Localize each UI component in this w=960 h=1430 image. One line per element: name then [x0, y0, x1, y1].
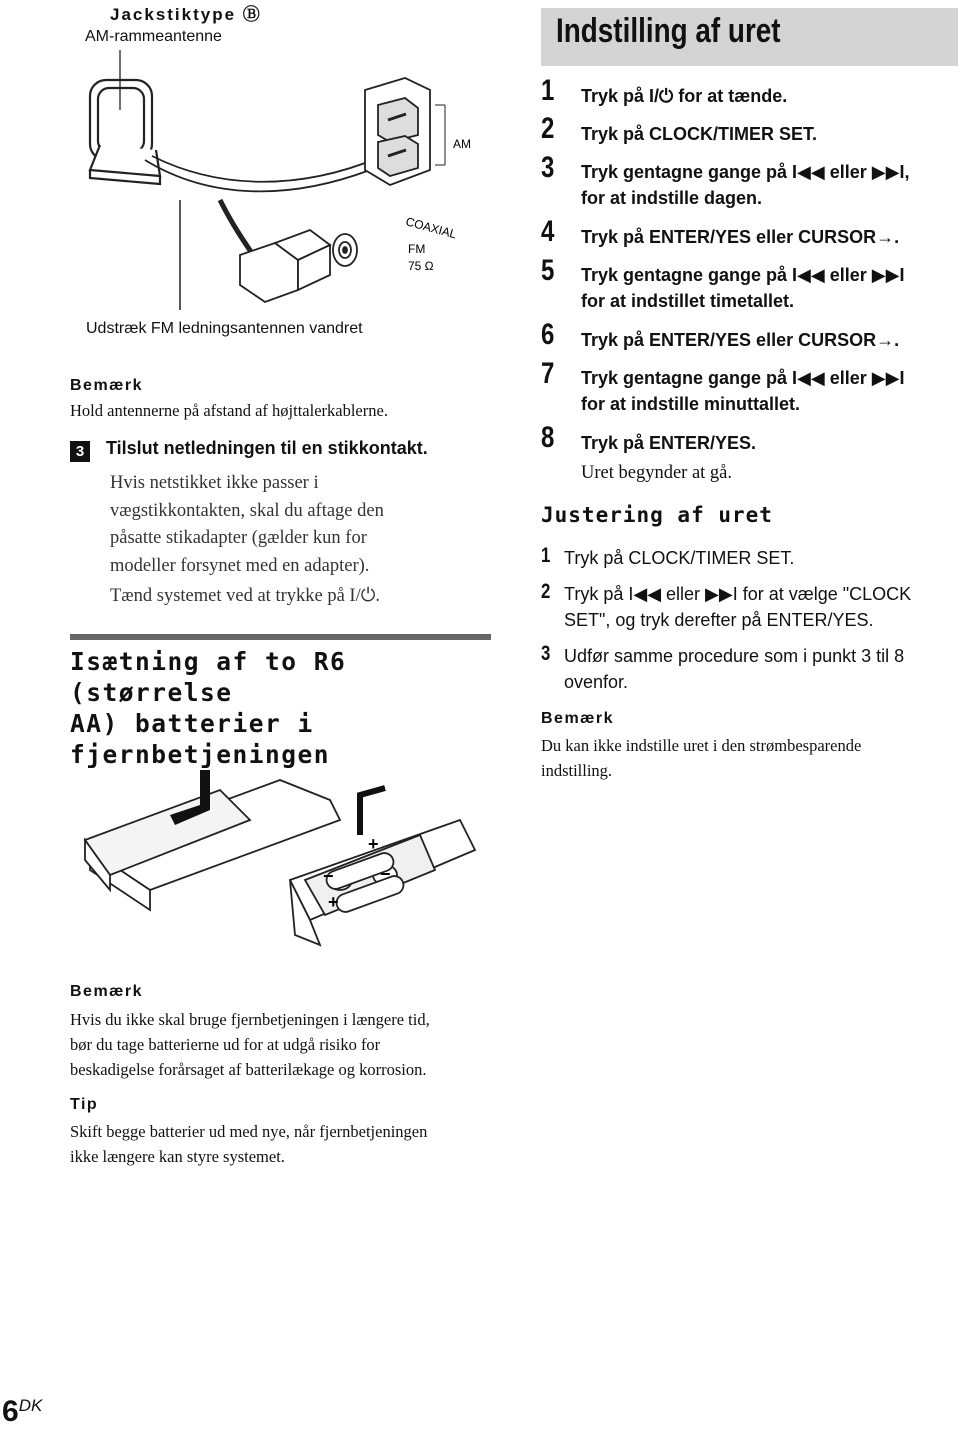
step-number: 3: [541, 151, 555, 184]
step-text: Tryk på ENTER/YES eller CURSOR→.: [581, 227, 900, 247]
step-number: 5: [541, 254, 555, 287]
note1-heading: Bemærk: [70, 377, 144, 394]
jack-type-label: Jackstiktype Ⓑ: [110, 5, 262, 24]
step-line: for at indstillet timetallet.: [581, 291, 795, 311]
section-title-line: Isætning af to R6 (størrelse: [70, 647, 347, 707]
clock-note-line: indstilling.: [541, 761, 613, 780]
step3-line: vægstikkontakten, skal du aftage den: [110, 500, 384, 521]
step3-line: påsatte stikadapter (gælder kun for: [110, 528, 367, 548]
ohm-tag: 75 Ω: [408, 259, 434, 273]
clock-note-heading: Bemærk: [541, 710, 615, 727]
step-line: for at indstille minuttallet.: [581, 394, 801, 414]
step-text: [581, 159, 909, 211]
clock-note-line: Du kan ikke indstille uret i den strømbesparende: [541, 736, 862, 755]
step3-number-box: 3: [70, 441, 90, 462]
tip-line: ikke længere kan styre systemet.: [70, 1147, 285, 1166]
battery-section-title: [70, 646, 490, 770]
step-number: 2: [541, 112, 555, 145]
step-text: Tryk på I/⏻ for at tænde.: [581, 86, 788, 106]
battery-arrow-icon: [360, 788, 385, 835]
adjust-step-line: Udfør samme procedure som i punkt 3 til 8: [564, 646, 905, 666]
step-text: Tryk på CLOCK/TIMER SET.: [581, 124, 818, 144]
step3-body: [110, 470, 500, 611]
fm-coax-plug-drawing: [240, 230, 357, 302]
adjust-step-number: 1: [541, 544, 551, 567]
coaxial-tag: COAXIAL: [404, 214, 459, 242]
am-wire: [145, 160, 370, 191]
adjust-step-number: 2: [541, 580, 551, 603]
am-terminal-drawing: [365, 78, 430, 185]
section-title-line: fjernbetjeningen: [70, 740, 331, 769]
step3-line: modeller forsynet med en adapter).: [110, 555, 370, 576]
am-antenna-label: AM-rammeantenne: [85, 28, 222, 45]
plus-sign-icon: +: [328, 892, 339, 912]
tip-line: Skift begge batterier ud med nye, når fjernbetjeningen: [70, 1122, 428, 1141]
section-rule: [70, 634, 491, 640]
step-text: Tryk på ENTER/YES eller CURSOR→.: [581, 330, 900, 350]
step3-heading: [70, 438, 428, 462]
am-loop-antenna-drawing: [90, 80, 160, 184]
remote-battery-illustration: [80, 760, 500, 960]
step-number: 8: [541, 421, 555, 454]
minus-sign-icon: −: [380, 864, 391, 884]
page-number: [2, 1395, 42, 1429]
clock-section-title: Indstilling af uret: [556, 12, 781, 50]
section-title-line: AA) batterier i: [70, 709, 314, 738]
step-number: 6: [541, 318, 555, 351]
note2-heading: Bemærk: [70, 983, 144, 1000]
note2-line: Hvis du ikke skal bruge fjernbetjeningen i længere tid,: [70, 1010, 430, 1029]
adjust-step-text: [564, 643, 904, 695]
fm-antenna-note: Udstræk FM ledningsantennen vandret: [86, 320, 363, 337]
step3-title: Tilslut netledningen til en stikkontakt.: [106, 438, 428, 458]
plus-sign-icon: +: [368, 834, 379, 854]
adjust-section-title: Justering af uret: [541, 503, 773, 527]
note2-line: bør du tage batterierne ud for at udgå risiko for: [70, 1035, 381, 1054]
note2-line: beskadigelse forårsaget af batterilækage og korrosion.: [70, 1060, 427, 1079]
adjust-step-line: ovenfor.: [564, 672, 629, 692]
step-line: Tryk gentagne gange på I◀◀ eller ▶▶I,: [581, 162, 910, 182]
step3-line: Tænd systemet ved at trykke på I/⏻.: [110, 586, 380, 606]
step8-subtext: Uret begynder at gå.: [581, 463, 733, 483]
step-number: 4: [541, 215, 555, 248]
page-locale-suffix: DK: [18, 1396, 43, 1415]
adjust-step-text: Tryk på CLOCK/TIMER SET.: [564, 548, 795, 568]
step-number: 7: [541, 357, 555, 390]
step-text: Tryk på ENTER/YES.: [581, 433, 757, 453]
step3-line: Hvis netstikket ikke passer i: [110, 473, 319, 493]
step-text: [581, 365, 904, 417]
adjust-step-text: [564, 581, 911, 633]
page-number-value: 6: [2, 1395, 19, 1428]
clock-note-text: [541, 733, 861, 783]
am-tag: AM: [453, 137, 471, 151]
antenna-connection-illustration: [60, 50, 500, 310]
step-line: for at indstille dagen.: [581, 188, 763, 208]
fm-tag: FM: [408, 242, 426, 256]
note1-text: Hold antennerne på afstand af højttalerkablerne.: [70, 401, 388, 420]
step-number: 1: [541, 74, 555, 107]
step-text: [581, 262, 904, 314]
adjust-step-line: Tryk på I◀◀ eller ▶▶I for at vælge "CLOCK: [564, 584, 912, 604]
tip-text: [70, 1119, 427, 1169]
step-line: Tryk gentagne gange på I◀◀ eller ▶▶I: [581, 265, 905, 285]
note2-text: [70, 1007, 430, 1082]
adjust-step-number: 3: [541, 642, 551, 665]
tip-heading: Tip: [70, 1096, 99, 1113]
step-line: Tryk gentagne gange på I◀◀ eller ▶▶I: [581, 368, 905, 388]
minus-sign-icon: −: [323, 866, 334, 886]
adjust-step-line: SET", og tryk derefter på ENTER/YES.: [564, 610, 874, 630]
